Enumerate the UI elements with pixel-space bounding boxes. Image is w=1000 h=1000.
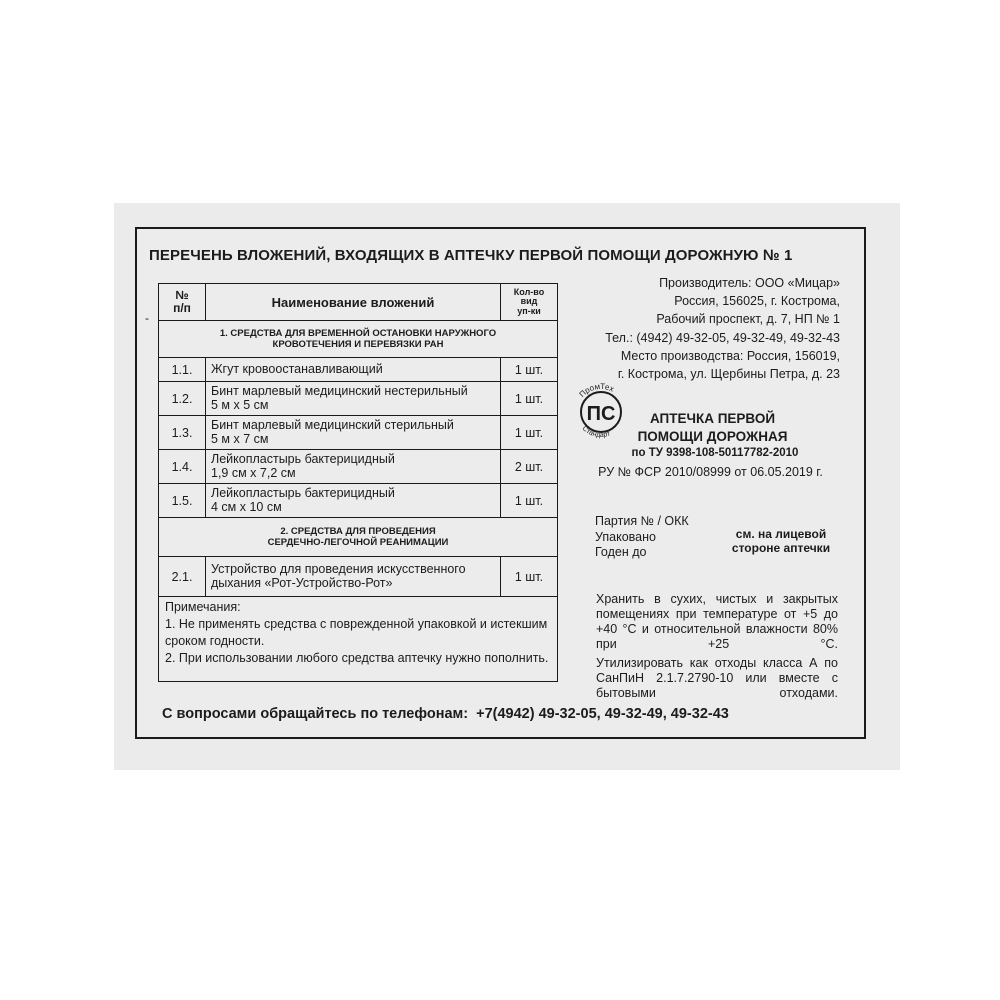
manufacturer-block (572, 274, 840, 383)
row-name-line2: дыхания «Рот-Устройство-Рот» (211, 575, 393, 590)
row-quantity: 1 шт. (501, 382, 558, 416)
row-name (206, 484, 501, 518)
contact-footer: С вопросами обращайтесь по телефонам: +7(4942) 49-32-05, 49-32-49, 49-32-43 (162, 706, 729, 722)
header-qty-line3: уп-ки (517, 305, 541, 316)
row-name-line1: Бинт марлевый медицинский нестерильный (211, 384, 468, 399)
manufacturer-line: Тел.: (4942) 49-32-05, 49-32-49, 49-32-43 (605, 330, 840, 345)
row-name-line1: Жгут кровоостанавливающий (211, 361, 383, 376)
technical-spec: по ТУ 9398-108-50117782-2010 (631, 447, 799, 459)
section-2-line2: СЕРДЕЧНО-ЛЕГОЧНОЙ РЕАНИМАЦИИ (267, 537, 449, 548)
header-number (159, 284, 206, 321)
kit-title-line2: ПОМОЩИ ДОРОЖНАЯ (637, 429, 788, 444)
logo-bottom-text: Стандарт (580, 425, 612, 440)
row-quantity: 1 шт. (501, 358, 558, 382)
notes-cell (159, 597, 558, 682)
batch-line: Годен до (595, 545, 647, 559)
logo-mark: ПС (586, 403, 616, 425)
row-name-line1: Устройство для проведения искусственного (211, 562, 466, 577)
notes-row (159, 597, 558, 682)
manufacturer-line: Россия, 156025, г. Кострома, (674, 294, 840, 309)
section-1-line1: 1. СРЕДСТВА ДЛЯ ВРЕМЕННОЙ ОСТАНОВКИ НАРУЖНОГО (219, 327, 497, 339)
row-name-line2: 5 м х 5 см (211, 397, 269, 412)
row-quantity: 1 шт. (501, 484, 558, 518)
row-name-line2: 4 см х 10 см (211, 499, 282, 514)
section-row (159, 518, 558, 557)
table-row (159, 557, 558, 597)
row-name (206, 450, 501, 484)
table-row (159, 484, 558, 518)
batch-line: Партия № / ОКК (595, 514, 689, 528)
manufacturer-line: Рабочий проспект, д. 7, НП № 1 (656, 312, 840, 327)
table-row (159, 416, 558, 450)
table-header-row (159, 284, 558, 321)
row-name (206, 358, 501, 382)
header-number-line1: № (175, 287, 189, 302)
manufacturer-line: Производитель: ООО «Мицар» (659, 276, 840, 290)
section-row (159, 321, 558, 358)
section-1-line2: КРОВОТЕЧЕНИЯ И ПЕРЕВЯЗКИ РАН (272, 339, 444, 350)
row-name (206, 416, 501, 450)
see-front-note (722, 527, 840, 555)
header-quantity (501, 284, 558, 321)
contents-table (158, 283, 558, 682)
batch-line: Упаковано (595, 529, 656, 544)
row-quantity: 1 шт. (501, 416, 558, 450)
table-row (159, 382, 558, 416)
manufacturer-line: Место производства: Россия, 156019, (620, 348, 840, 363)
note-item: 1. Не применять средства с поврежденной упаковкой и истекшим сроком годности. (165, 616, 548, 648)
row-name-line2: 1,9 см х 7,2 см (211, 465, 296, 480)
row-name-line1: Лейкопластырь бактерицидный (211, 452, 395, 467)
row-quantity: 1 шт. (501, 557, 558, 597)
row-number: 1.2. (159, 382, 206, 416)
row-name (206, 557, 501, 597)
note-item: 2. При использовании любого средства аптечку нужно пополнить. (165, 650, 549, 665)
section-2-line1: 2. СРЕДСТВА ДЛЯ ПРОВЕДЕНИЯ (280, 525, 436, 537)
kit-title (600, 410, 825, 446)
table-row (159, 450, 558, 484)
notes-heading: Примечания: (165, 600, 241, 614)
row-number: 1.5. (159, 484, 206, 518)
row-number: 1.4. (159, 450, 206, 484)
header-name: Наименование вложений (206, 284, 501, 321)
section-2-heading (159, 518, 558, 557)
row-number: 2.1. (159, 557, 206, 597)
row-quantity: 2 шт. (501, 450, 558, 484)
section-1-heading (159, 321, 558, 358)
margin-mark: - (145, 311, 149, 325)
kit-title-line1: АПТЕЧКА ПЕРВОЙ (649, 411, 776, 426)
row-name-line2: 5 м х 7 см (211, 431, 269, 446)
table-row (159, 358, 558, 382)
row-number: 1.3. (159, 416, 206, 450)
header-number-line2: п/п (173, 301, 191, 315)
disposal-instructions: Утилизировать как отходы класса А по СанПиН 2.1.7.2790-10 или вместе с бытовыми отходами. (596, 656, 838, 700)
row-name-line1: Лейкопластырь бактерицидный (211, 486, 395, 501)
manufacturer-line: г. Кострома, ул. Щербины Петра, д. 23 (617, 367, 840, 382)
page-title: ПЕРЕЧЕНЬ ВЛОЖЕНИЙ, ВХОДЯЩИХ В АПТЕЧКУ ПЕРВОЙ ПОМОЩИ ДОРОЖНУЮ № 1 (149, 247, 793, 264)
row-name-line1: Бинт марлевый медицинский стерильный (211, 418, 454, 433)
registration-number: РУ № ФСР 2010/08999 от 06.05.2019 г. (598, 465, 823, 479)
see-front-line1: см. на лицевой (735, 527, 827, 541)
see-front-line2: стороне аптечки (731, 541, 831, 555)
header-qty-line2: вид (520, 296, 538, 307)
row-name (206, 382, 501, 416)
row-number: 1.1. (159, 358, 206, 382)
storage-instructions: Хранить в сухих, чистых и закрытых помещениях при температуре от +5 до +40 °С и относительной влажности 80% при +25 °С. (596, 592, 838, 651)
logo-top-text: ПромТех (577, 381, 616, 400)
header-qty-line1: Кол-во (513, 286, 545, 297)
batch-info (595, 514, 689, 561)
